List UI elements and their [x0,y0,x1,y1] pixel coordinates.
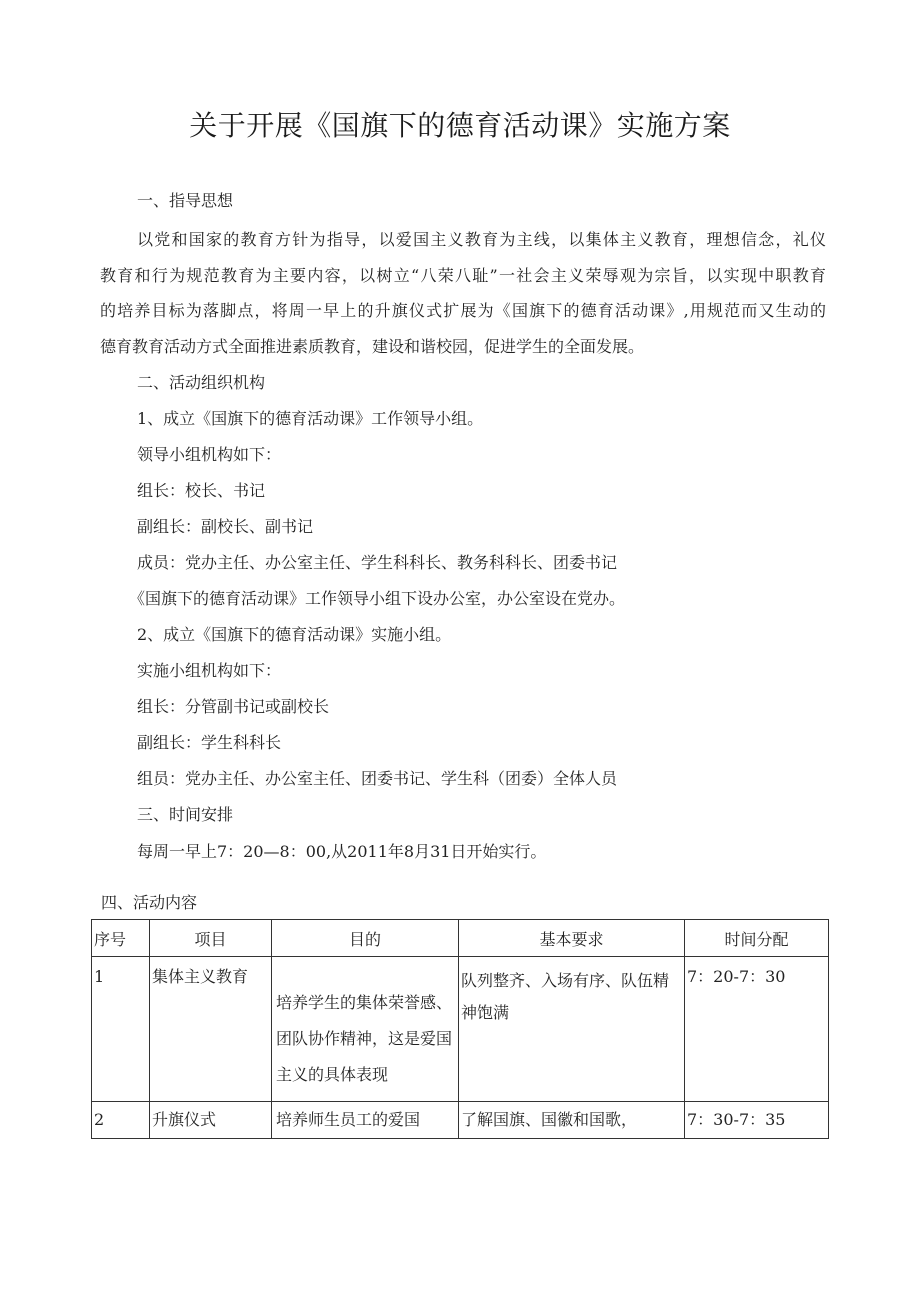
table-header-row [92,920,829,957]
section2-item2-structure: 实施小组机构如下： [137,661,282,680]
section2-item2: 2、成立《国旗下的德育活动课》实施小组。 [137,625,452,644]
table-cell-purpose [272,1102,459,1139]
section1-paragraph-line: 的培养目标为落脚点，将周一早上的升旗仪式扩展为《国旗下的德育活动课》,用规范而又生动的 [100,301,826,320]
table-row [92,957,829,1102]
section2-heading: 二、活动组织机构 [137,373,266,392]
table-header-cell: 项目 [150,920,272,957]
section2-item2-leader: 组长：分管副书记或副校长 [137,697,330,716]
cell-text: 了解国旗、国徽和国歌， [461,1110,638,1129]
document-title: 关于开展《国旗下的德育活动课》实施方案 [189,109,731,142]
table-cell-purpose [272,957,459,1102]
table-header-cell: 时间分配 [685,920,829,957]
section1-paragraph-line: 以党和国家的教育方针为指导，以爱国主义教育为主线，以集体主义教育，理想信念，礼仪 [137,230,826,249]
activity-table [91,919,829,1139]
section4-heading: 四、活动内容 [101,893,198,912]
section1-paragraph-line: 德育教育活动方式全面推进素质教育，建设和谐校园，促进学生的全面发展。 [100,337,645,356]
section1-paragraph-line: 教育和行为规范教育为主要内容，以树立“八荣八耻”一社会主义荣辱观为宗旨，以实现中职教育 [100,266,826,285]
section2-item1-deputy: 副组长：副校长、副书记 [137,517,314,536]
cell-text: 队列整齐、入场有序、队伍精神饱满 [461,971,670,1022]
section1-heading: 一、指导思想 [137,191,234,210]
section2-item2-members: 组员：党办主任、办公室主任、团委书记、学生科（团委）全体人员 [137,769,618,788]
cell-text: 2 [94,1110,105,1129]
cell-text: 7：20-7：30 [687,967,786,986]
cell-text: 7：30-7：35 [687,1110,786,1129]
cell-text: 培养学生的集体荣誉感、团队协作精神，这是爱国主义的具体表现 [276,993,453,1084]
section2-item1: 1、成立《国旗下的德育活动课》工作领导小组。 [137,409,484,428]
cell-text: 升旗仪式 [152,1110,217,1129]
table-cell-no [92,1102,150,1139]
table-header-cell: 序号 [92,920,150,957]
table-cell-no [92,957,150,1102]
section2-item1-leader: 组长：校长、书记 [137,481,266,500]
table-cell-time [685,1102,829,1139]
section2-item1-structure: 领导小组机构如下： [137,445,282,464]
section3-text: 每周一早上7：20—8：00,从2011年8月31日开始实行。 [137,842,547,861]
cell-text: 1 [94,967,105,986]
section2-item2-deputy: 副组长：学生科科长 [137,733,282,752]
section3-heading: 三、时间安排 [137,805,234,824]
table-cell-item [150,1102,272,1139]
table-cell-item [150,957,272,1102]
table-header-cell: 基本要求 [459,920,685,957]
section2-item1-office: 《国旗下的德育活动课》工作领导小组下设办公室，办公室设在党办。 [129,589,626,608]
table-cell-requirement [459,957,685,1102]
table-cell-time [685,957,829,1102]
table-cell-requirement [459,1102,685,1139]
cell-text: 培养师生员工的爱国 [276,1110,421,1129]
table-header-cell: 目的 [272,920,459,957]
cell-text: 集体主义教育 [152,967,249,986]
table-row [92,1102,829,1139]
section2-item1-members: 成员：党办主任、办公室主任、学生科科长、教务科科长、团委书记 [137,553,618,572]
